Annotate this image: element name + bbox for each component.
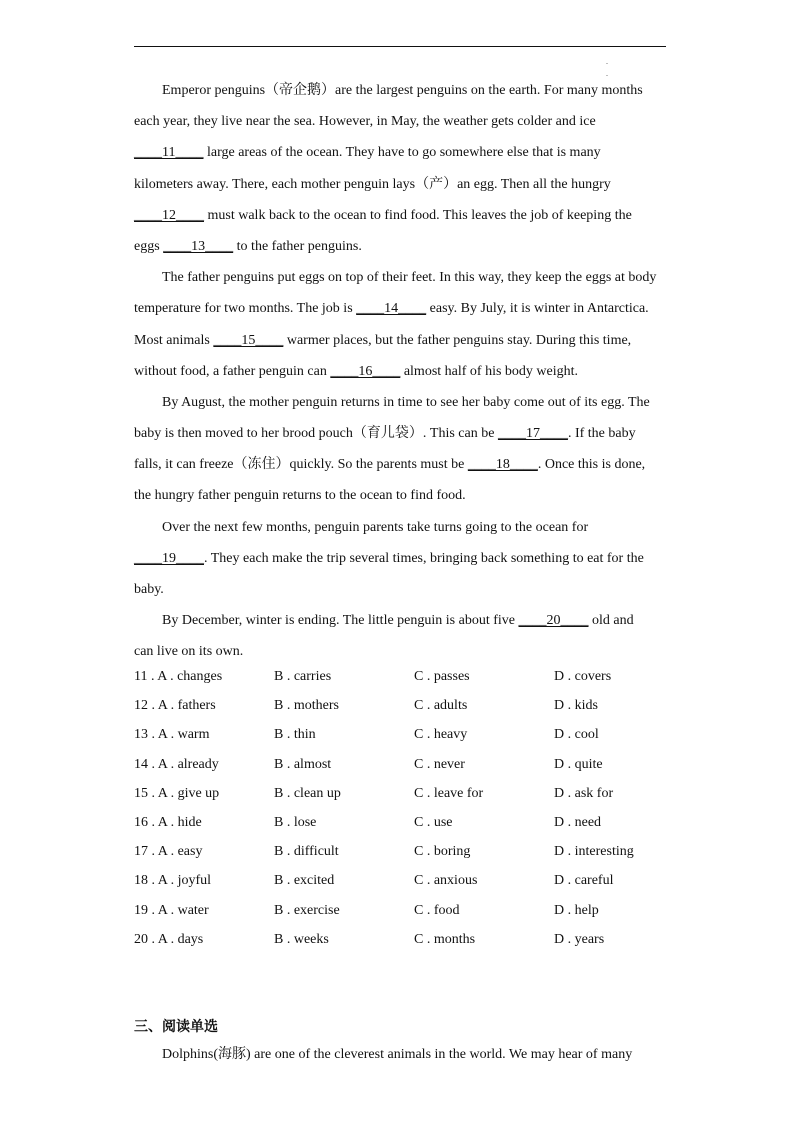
option-c[interactable]: C . never — [414, 756, 465, 772]
passage-line — [134, 326, 666, 357]
passage-text: By August, the mother penguin returns in time to see her baby come out of its egg. The — [162, 394, 650, 410]
option-letter: D — [554, 698, 565, 714]
passage-line — [134, 201, 666, 232]
option-text: excited — [293, 873, 335, 889]
option-text: heavy — [433, 727, 468, 743]
passage-line — [134, 637, 666, 668]
option-text: almost — [293, 756, 332, 772]
option-letter: A — [157, 698, 168, 714]
option-letter: A — [157, 902, 168, 918]
option-d[interactable]: D . years — [554, 931, 605, 947]
passage-text: The father penguins put eggs on top of their feet. In this way, they keep the eggs at body — [162, 270, 657, 286]
option-text: easy — [177, 844, 203, 860]
option-text: exercise — [293, 902, 340, 918]
option-text: covers — [574, 669, 612, 684]
passage-text: kilometers away. There, each mother penguin lays（产）an egg. Then all the hungry — [134, 176, 611, 192]
section-heading: 三、阅读单选 — [134, 1019, 218, 1035]
option-letter: A — [157, 931, 168, 947]
option-text: use — [433, 814, 453, 830]
cloze-blank: ____11____ — [134, 145, 204, 161]
option-letter: D — [554, 873, 565, 889]
passage-text: baby is then moved to her brood pouch（育儿袋）. This can be — [134, 426, 498, 442]
option-letter: B — [274, 844, 284, 860]
option-a[interactable]: 20 . A . days — [134, 931, 204, 947]
answer-options — [134, 666, 694, 958]
passage-text: without food, a father penguin can — [134, 363, 331, 379]
option-b[interactable]: B . mothers — [274, 698, 339, 714]
next-passage-first-line: Dolphins(海豚) are one of the cleverest animals in the world. We may hear of many — [162, 1047, 633, 1062]
option-letter: A — [157, 756, 168, 772]
question-15 — [134, 783, 694, 812]
option-letter: C — [414, 873, 424, 889]
question-20 — [134, 929, 694, 958]
option-a[interactable]: 17 . A . easy — [134, 844, 203, 860]
option-letter: B — [274, 669, 284, 684]
header-mark: . — [606, 69, 608, 78]
option-text: warm — [177, 727, 210, 743]
passage-line — [134, 232, 666, 263]
option-b[interactable]: B . lose — [274, 814, 317, 830]
option-a[interactable]: 19 . A . water — [134, 902, 209, 918]
option-text: fathers — [177, 698, 216, 714]
option-text: difficult — [293, 844, 339, 860]
option-letter: D — [554, 727, 565, 743]
option-d[interactable]: D . interesting — [554, 844, 634, 860]
passage-text: Emperor penguins（帝企鹅）are the largest penguins on the earth. For many months — [162, 83, 643, 98]
option-d[interactable]: D . need — [554, 814, 602, 830]
option-a[interactable]: 11 . A . changes — [134, 669, 223, 684]
option-letter: A — [157, 727, 168, 743]
option-c[interactable]: C . heavy — [414, 727, 468, 743]
question-number: 11 — [134, 669, 148, 684]
option-letter: A — [157, 669, 167, 684]
header-rule — [134, 46, 666, 47]
passage-line — [134, 419, 666, 450]
option-c[interactable]: C . months — [414, 931, 476, 947]
option-text: never — [433, 756, 465, 772]
option-text: food — [433, 902, 460, 918]
question-13 — [134, 724, 694, 753]
option-letter: D — [554, 931, 565, 947]
option-letter: B — [274, 727, 284, 743]
question-number: 18 — [134, 873, 148, 889]
cloze-blank: ____18____ — [467, 457, 538, 473]
option-d[interactable]: D . cool — [554, 727, 599, 743]
option-letter: C — [414, 902, 424, 918]
option-letter: D — [554, 902, 565, 918]
option-letter: B — [274, 698, 284, 714]
option-letter: A — [157, 873, 168, 889]
passage-text: falls, it can freeze（冻住）quickly. So the parents must be — [134, 457, 468, 473]
option-text: ask for — [574, 785, 614, 801]
option-d[interactable]: D . kids — [554, 698, 598, 714]
passage-line — [134, 294, 666, 325]
option-text: lose — [293, 814, 317, 830]
option-letter: B — [274, 902, 284, 918]
option-b[interactable]: B . clean up — [274, 785, 341, 801]
option-c[interactable]: C . leave for — [414, 785, 484, 801]
passage-text: By December, winter is ending. The little penguin is about five — [162, 613, 519, 629]
passage-line — [134, 138, 666, 169]
passage-line — [134, 388, 666, 419]
option-text: months — [433, 931, 476, 947]
option-a[interactable]: 13 . A . warm — [134, 727, 210, 743]
option-letter: B — [274, 756, 284, 772]
option-b[interactable]: B . exercise — [274, 902, 340, 918]
passage-text: the hungry father penguin returns to the ocean to find food. — [134, 488, 466, 504]
passage-line — [134, 481, 666, 512]
cloze-blank: ____12____ — [134, 207, 204, 223]
passage-text: eggs — [134, 238, 164, 254]
passage-line — [134, 544, 666, 575]
option-a[interactable]: 16 . A . hide — [134, 814, 202, 830]
question-number: 15 — [134, 785, 148, 801]
question-18 — [134, 870, 694, 899]
option-letter: D — [554, 844, 565, 860]
option-a[interactable]: 12 . A . fathers — [134, 698, 216, 714]
passage-text: must walk back to the ocean to find food. This leaves the job of keeping the — [204, 207, 632, 223]
option-text: boring — [433, 844, 471, 860]
passage-line — [134, 170, 666, 201]
option-letter: B — [274, 931, 284, 947]
option-c[interactable]: C . passes — [414, 669, 470, 684]
option-letter: A — [157, 814, 168, 830]
option-letter: C — [414, 756, 424, 772]
option-letter: D — [554, 669, 565, 684]
cloze-blank: ____20____ — [518, 613, 589, 629]
cloze-blank: ____17____ — [497, 426, 568, 442]
option-letter: C — [414, 844, 424, 860]
passage-line — [134, 513, 666, 544]
option-b[interactable]: B . thin — [274, 727, 316, 743]
question-number: 13 — [134, 727, 148, 743]
passage-line — [134, 107, 666, 138]
question-number: 20 — [134, 931, 148, 947]
option-text: weeks — [293, 931, 329, 947]
option-text: help — [574, 902, 599, 918]
option-b[interactable]: B . excited — [274, 873, 335, 889]
question-number: 19 — [134, 902, 148, 918]
option-text: give up — [177, 785, 220, 801]
option-b[interactable]: B . weeks — [274, 931, 329, 947]
option-c[interactable]: C . adults — [414, 698, 468, 714]
option-letter: A — [157, 844, 168, 860]
question-19 — [134, 900, 694, 929]
option-text: water — [177, 902, 209, 918]
option-text: days — [177, 931, 204, 947]
option-letter: C — [414, 669, 424, 684]
passage-line — [134, 357, 666, 388]
option-text: carries — [293, 669, 332, 684]
passage-text: baby. — [134, 582, 164, 597]
passage-text: old and — [588, 613, 634, 629]
option-a[interactable]: 15 . A . give up — [134, 785, 220, 801]
question-14 — [134, 754, 694, 783]
option-text: need — [574, 814, 602, 830]
option-c[interactable]: C . boring — [414, 844, 471, 860]
passage-line — [134, 76, 666, 107]
option-text: cool — [574, 727, 599, 743]
question-16 — [134, 812, 694, 841]
option-text: interesting — [574, 844, 634, 860]
option-a[interactable]: 18 . A . joyful — [134, 873, 212, 889]
option-text: thin — [293, 727, 316, 743]
passage-text: each year, they live near the sea. However, in May, the weather gets colder and ice — [134, 114, 596, 130]
option-letter: B — [274, 873, 284, 889]
option-c[interactable]: C . food — [414, 902, 460, 918]
option-text: leave for — [433, 785, 484, 801]
passage-text: to the father penguins. — [233, 238, 362, 254]
cloze-blank: ____13____ — [163, 238, 234, 254]
cloze-blank: ____16____ — [330, 363, 401, 379]
option-text: anxious — [433, 873, 478, 889]
passage-text: large areas of the ocean. They have to go somewhere else that is many — [203, 145, 601, 161]
option-text: adults — [433, 698, 468, 714]
option-d[interactable]: D . careful — [554, 873, 614, 889]
passage-text: . Once this is done, — [537, 457, 646, 473]
question-number: 12 — [134, 698, 148, 714]
option-d[interactable]: D . ask for — [554, 785, 614, 801]
passage-text: . If the baby — [567, 426, 636, 442]
option-text: hide — [177, 814, 202, 830]
option-letter: D — [554, 756, 565, 772]
option-letter: D — [554, 814, 565, 830]
option-text: kids — [574, 698, 598, 714]
option-text: clean up — [293, 785, 341, 801]
option-text: years — [574, 931, 605, 947]
option-letter: C — [414, 727, 424, 743]
passage-text: . They each make the trip several times, bringing back something to eat for the — [204, 550, 644, 566]
passage-line — [134, 575, 666, 606]
option-text: changes — [177, 669, 223, 684]
question-number: 17 — [134, 844, 148, 860]
option-a[interactable]: 14 . A . already — [134, 756, 219, 772]
option-text: joyful — [177, 873, 212, 889]
option-letter: C — [414, 698, 424, 714]
option-b[interactable]: B . difficult — [274, 844, 339, 860]
option-c[interactable]: C . anxious — [414, 873, 478, 889]
passage-text: easy. By July, it is winter in Antarctica. — [426, 301, 649, 317]
cloze-blank: ____14____ — [356, 301, 427, 317]
option-text: passes — [433, 669, 470, 684]
option-letter: A — [157, 785, 168, 801]
option-d[interactable]: D . covers — [554, 669, 612, 684]
cloze-passage — [134, 76, 666, 669]
question-17 — [134, 841, 694, 870]
option-d[interactable]: D . help — [554, 902, 599, 918]
header-mark: . — [606, 57, 608, 66]
option-letter: C — [414, 785, 424, 801]
passage-text: almost half of his body weight. — [400, 363, 579, 379]
option-text: already — [177, 756, 219, 772]
passage-line — [134, 263, 666, 294]
option-text: mothers — [293, 698, 339, 714]
passage-text: temperature for two months. The job is — [134, 301, 357, 317]
option-letter: C — [414, 931, 424, 947]
option-letter: D — [554, 785, 565, 801]
question-number: 16 — [134, 814, 148, 830]
cloze-blank: ____19____ — [134, 550, 204, 566]
cloze-blank: ____15____ — [213, 332, 284, 348]
passage-text: Most animals — [134, 332, 214, 348]
option-letter: C — [414, 814, 424, 830]
option-b[interactable]: B . almost — [274, 756, 332, 772]
option-text: careful — [574, 873, 614, 889]
option-text: quite — [574, 756, 603, 772]
option-letter: B — [274, 814, 284, 830]
question-number: 14 — [134, 756, 148, 772]
passage-line — [134, 606, 666, 637]
question-12 — [134, 695, 694, 724]
option-letter: B — [274, 785, 284, 801]
option-d[interactable]: D . quite — [554, 756, 603, 772]
passage-text: Over the next few months, penguin parents take turns going to the ocean for — [162, 519, 589, 535]
option-b[interactable]: B . carries — [274, 669, 332, 684]
passage-line — [134, 450, 666, 481]
passage-text: warmer places, but the father penguins stay. During this time, — [283, 332, 632, 348]
question-11 — [134, 666, 694, 695]
option-c[interactable]: C . use — [414, 814, 453, 830]
passage-text: can live on its own. — [134, 644, 244, 660]
